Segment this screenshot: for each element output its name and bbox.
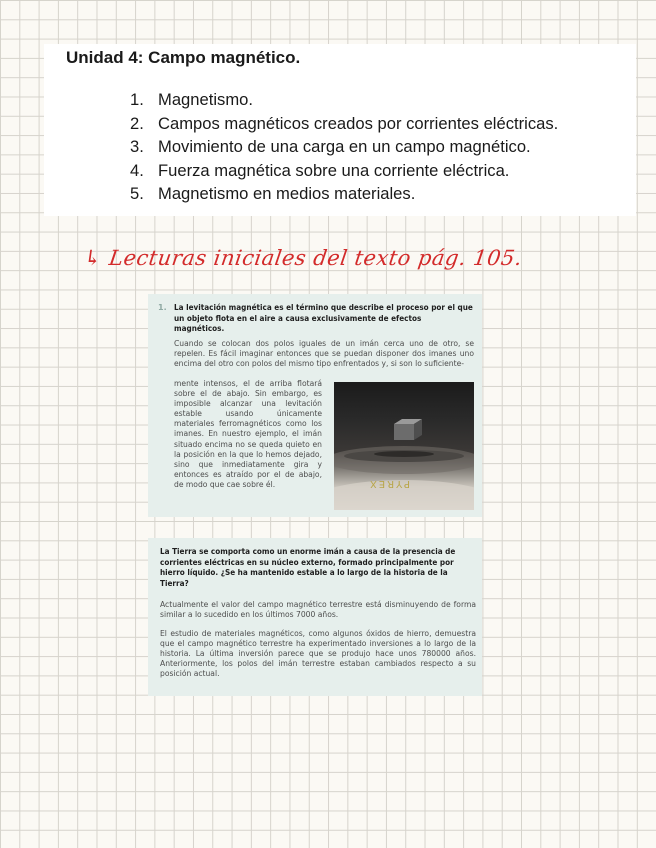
- topic-item: [130, 182, 558, 206]
- pyrex-label: PYREX: [368, 478, 411, 489]
- topic-text: Magnetismo.: [158, 90, 253, 109]
- topic-number: 4.: [130, 160, 144, 180]
- topic-text: Movimiento de una carga en un campo magnético.: [158, 137, 531, 157]
- reading-card-levitation: [148, 294, 482, 517]
- magnet-illustration: [334, 382, 474, 510]
- reading-card-earth: [148, 538, 482, 696]
- paragraph-levitation-top: Cuando se colocan dos polos iguales de un imán cerca uno de otro, se repelen. Es fácil imaginar entonces que se puedan disponer dos imanes uno encima del otro con polos del mismo tipo enfrentados y, si son lo suficiente-: [174, 339, 474, 369]
- topic-number: 3.: [130, 137, 144, 157]
- paragraph-earth-1: Actualmente el valor del campo magnético terrestre está disminuyendo de forma similar a lo sucedido en los últimos 7000 años.: [160, 600, 476, 620]
- paragraph-levitation-side: mente intensos, el de arriba flotará sobre el de abajo. Sin embargo, es imposible alcanzar una levitación estable usando únicamente materiales ferromagnéticos como los imanes. En nuestro ejemplo, el imán situado encima no se queda quieto en la posición en la que lo hemos dejado, sino que inmediatamente gira y entonces es atraído por el de abajo, de modo que cae sobre él.: [174, 379, 322, 489]
- topic-text: Campos magnéticos creados por corrientes eléctricas.: [158, 113, 559, 133]
- paragraph-earth-2: El estudio de materiales magnéticos, como algunos óxidos de hierro, demuestra que el campo magnético terrestre ha experimentado inversiones a lo largo de la historia. La última inversión parece que se produjo hace unos 780000 años. Anteriormente, los polos del imán terrestre estaban cambiados respecto a su posición actual.: [160, 629, 476, 679]
- topic-text: Magnetismo en medios materiales.: [158, 184, 416, 204]
- question-earth: La Tierra se comporta como un enorme imán a causa de la presencia de corrientes eléctricas en su núcleo externo, formado principalmente por hierro líquido. ¿Se ha mantenido estable a lo largo de la historia de la Tierra?: [160, 546, 456, 588]
- topic-number: 1.: [130, 90, 144, 109]
- topic-item: [130, 112, 558, 136]
- question-levitation: La levitación magnética es el término que describe el proceso por el que un objeto flota en el aire a causa exclusivamente de efectos magnéticos.: [174, 302, 473, 334]
- topic-item: [130, 135, 558, 159]
- handwritten-note: ↳ Lecturas iniciales del texto pág. 105.: [82, 246, 524, 270]
- topic-number: 2.: [130, 113, 144, 133]
- topic-list: [130, 88, 558, 206]
- topic-text: Fuerza magnética sobre una corriente eléctrica.: [158, 160, 510, 180]
- levitating-magnet-photo: [334, 382, 474, 510]
- unit-summary-box: [44, 44, 636, 216]
- unit-title: Unidad 4: Campo magnético.: [66, 48, 301, 67]
- question-number: 1.: [158, 303, 167, 312]
- topic-number: 5.: [130, 184, 144, 204]
- topic-item: [130, 88, 558, 112]
- topic-item: [130, 159, 558, 183]
